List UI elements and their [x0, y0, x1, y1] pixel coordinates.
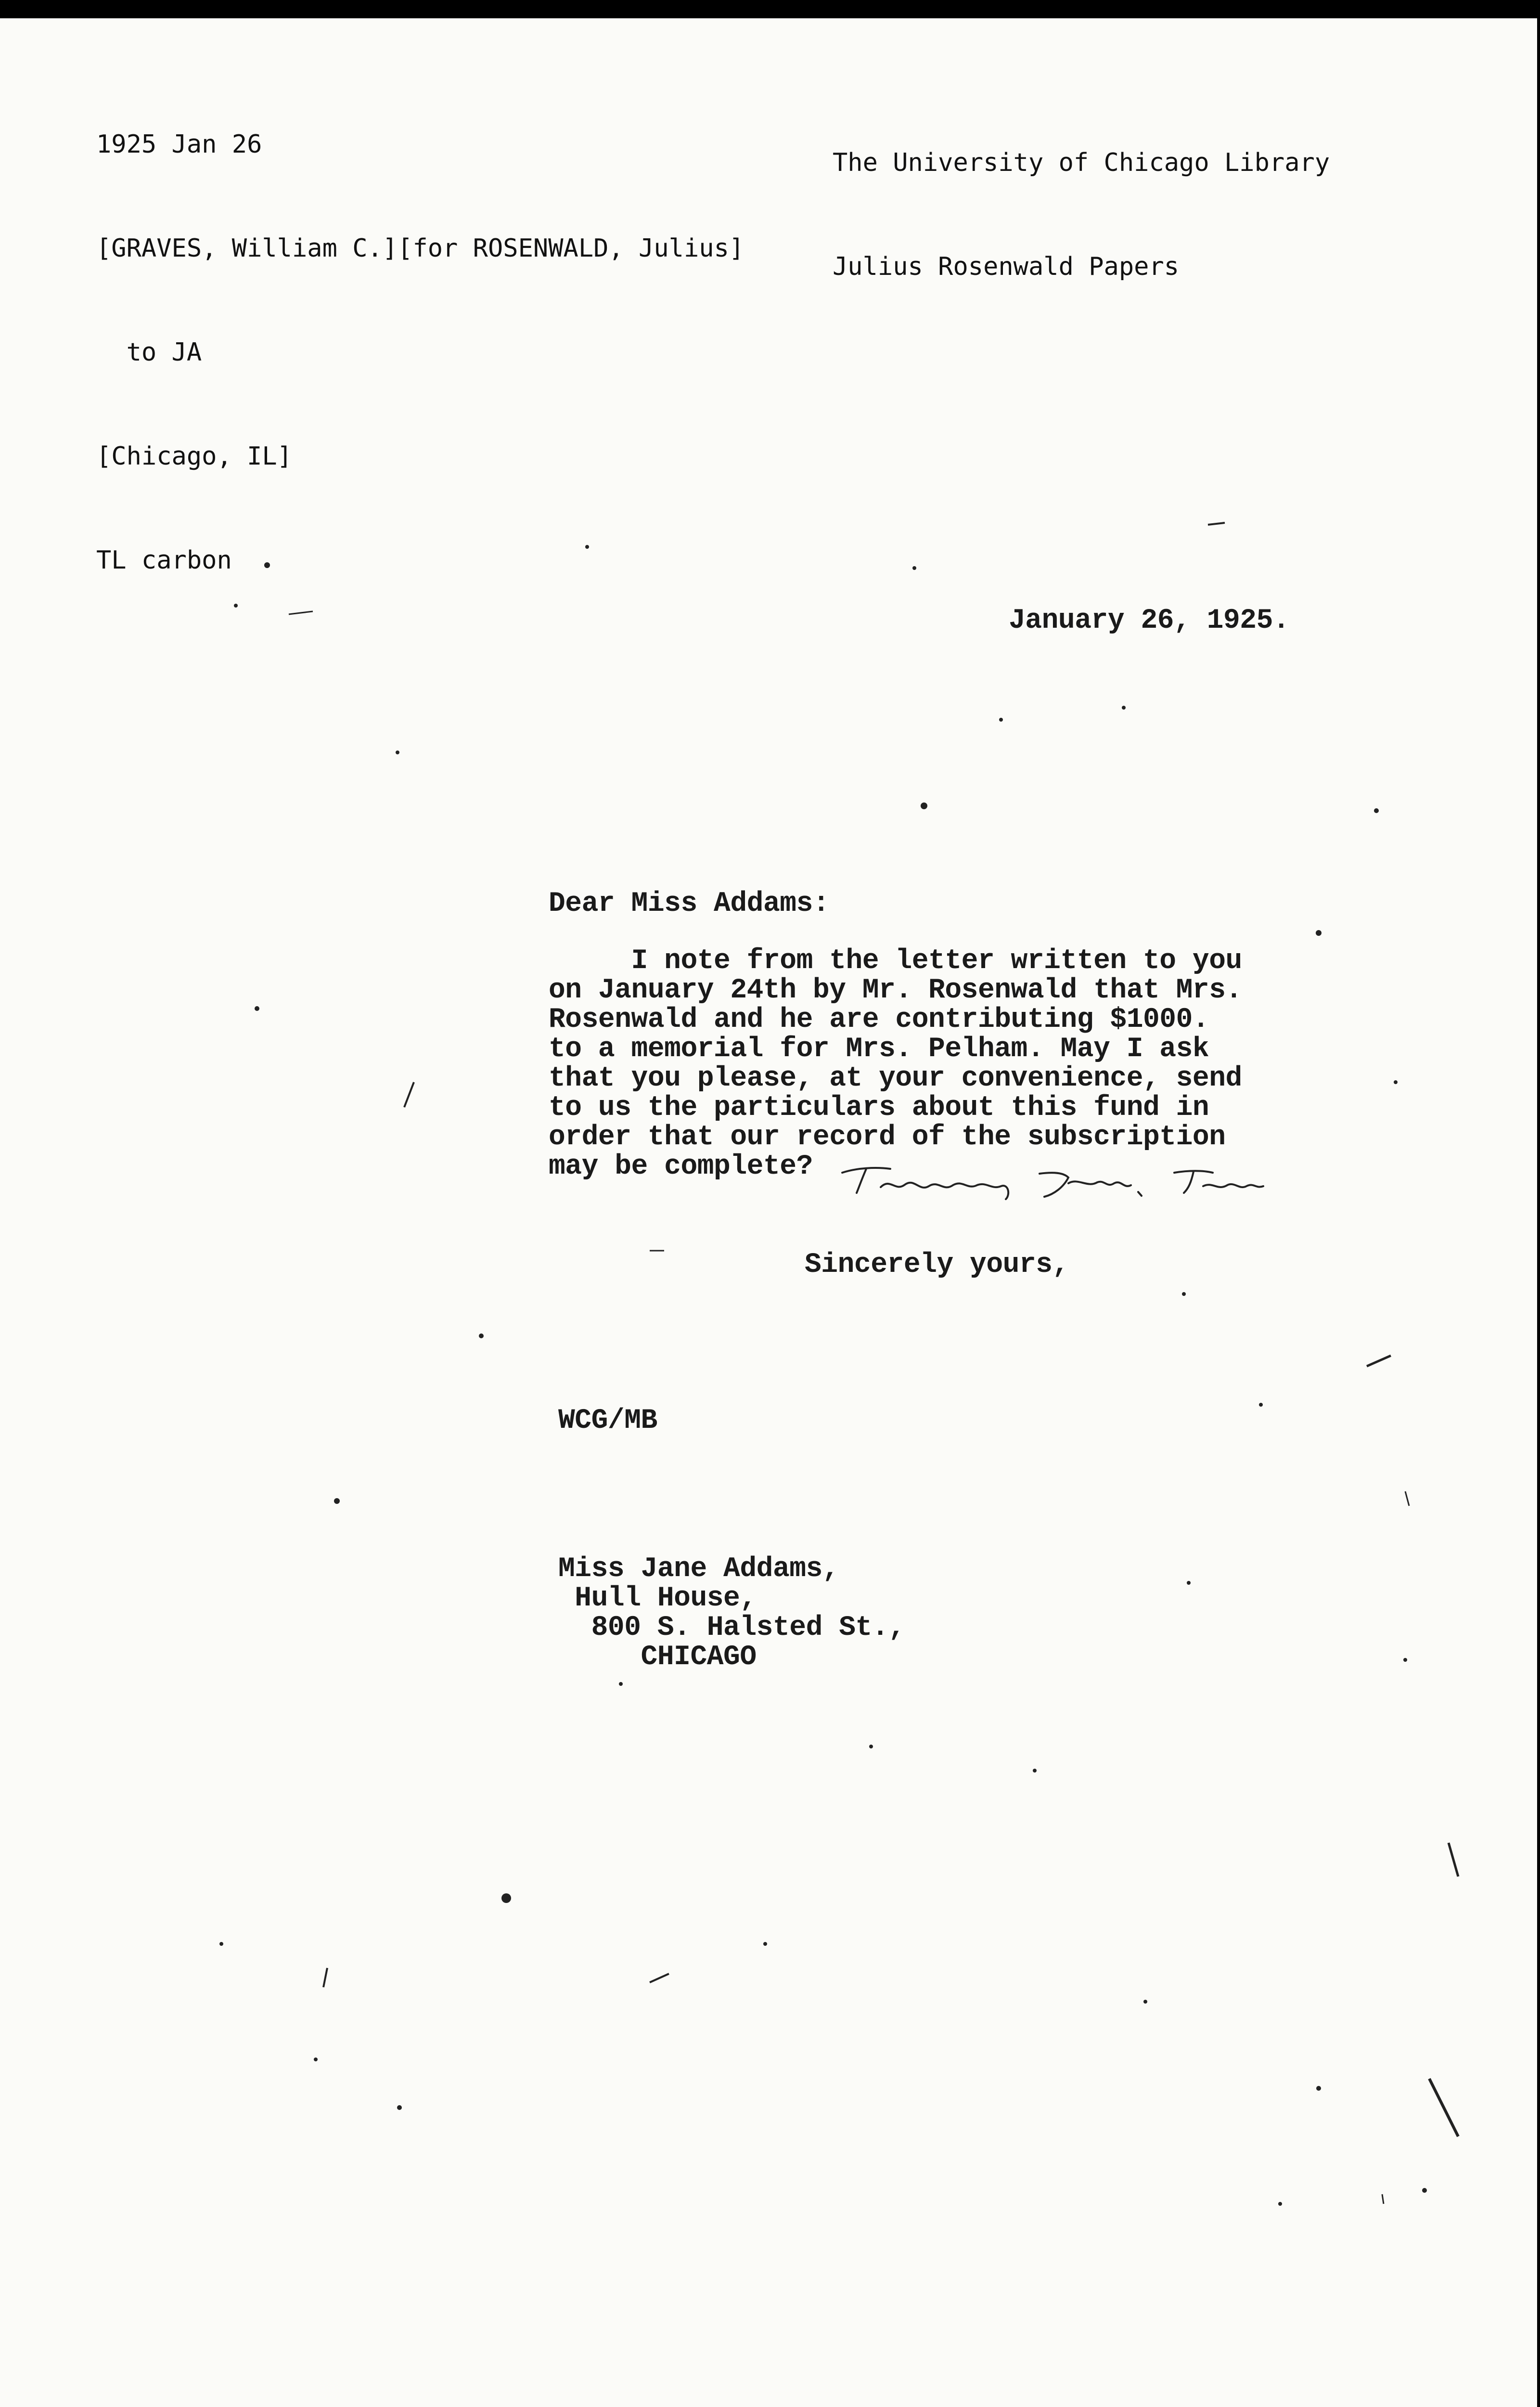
letter-page [0, 18, 1537, 2407]
catalog-line: to JA [96, 338, 202, 367]
address-line: Miss Jane Addams, [558, 1553, 839, 1585]
address-line: 800 S. Halsted St., [558, 1612, 905, 1643]
body-line: I note from the letter written to you [549, 945, 1242, 977]
letter-date: January 26, 1925. [1009, 605, 1290, 636]
salutation: Dear Miss Addams: [549, 888, 830, 919]
catalog-line: [Chicago, IL] [96, 442, 292, 471]
body-line: that you please, at your convenience, send [549, 1063, 1242, 1094]
catalog-line: TL carbon [96, 546, 232, 575]
body-line: on January 24th by Mr. Rosenwald that Mrs. [549, 975, 1242, 1006]
catalog-line: [GRAVES, William C.][for ROSENWALD, Julius] [96, 234, 744, 263]
paper-specks [0, 18, 1537, 2407]
address-line: CHICAGO [558, 1642, 757, 1673]
typist-initials: WCG/MB [558, 1405, 657, 1436]
address-line: Hull House, [558, 1583, 757, 1614]
body-line: Rosenwald and he are contributing $1000. [549, 1004, 1209, 1035]
closing: Sincerely yours, [805, 1249, 1069, 1281]
body-line: to a memorial for Mrs. Pelham. May I ask [549, 1034, 1209, 1065]
catalog-line: 1925 Jan 26 [96, 130, 262, 159]
body-line: order that our record of the subscription [549, 1122, 1226, 1153]
repository-line: Julius Rosenwald Papers [833, 252, 1180, 281]
repository-line: The University of Chicago Library [833, 148, 1330, 177]
body-line: to us the particulars about this fund in [549, 1092, 1209, 1124]
body-line: may be complete? [549, 1151, 813, 1182]
